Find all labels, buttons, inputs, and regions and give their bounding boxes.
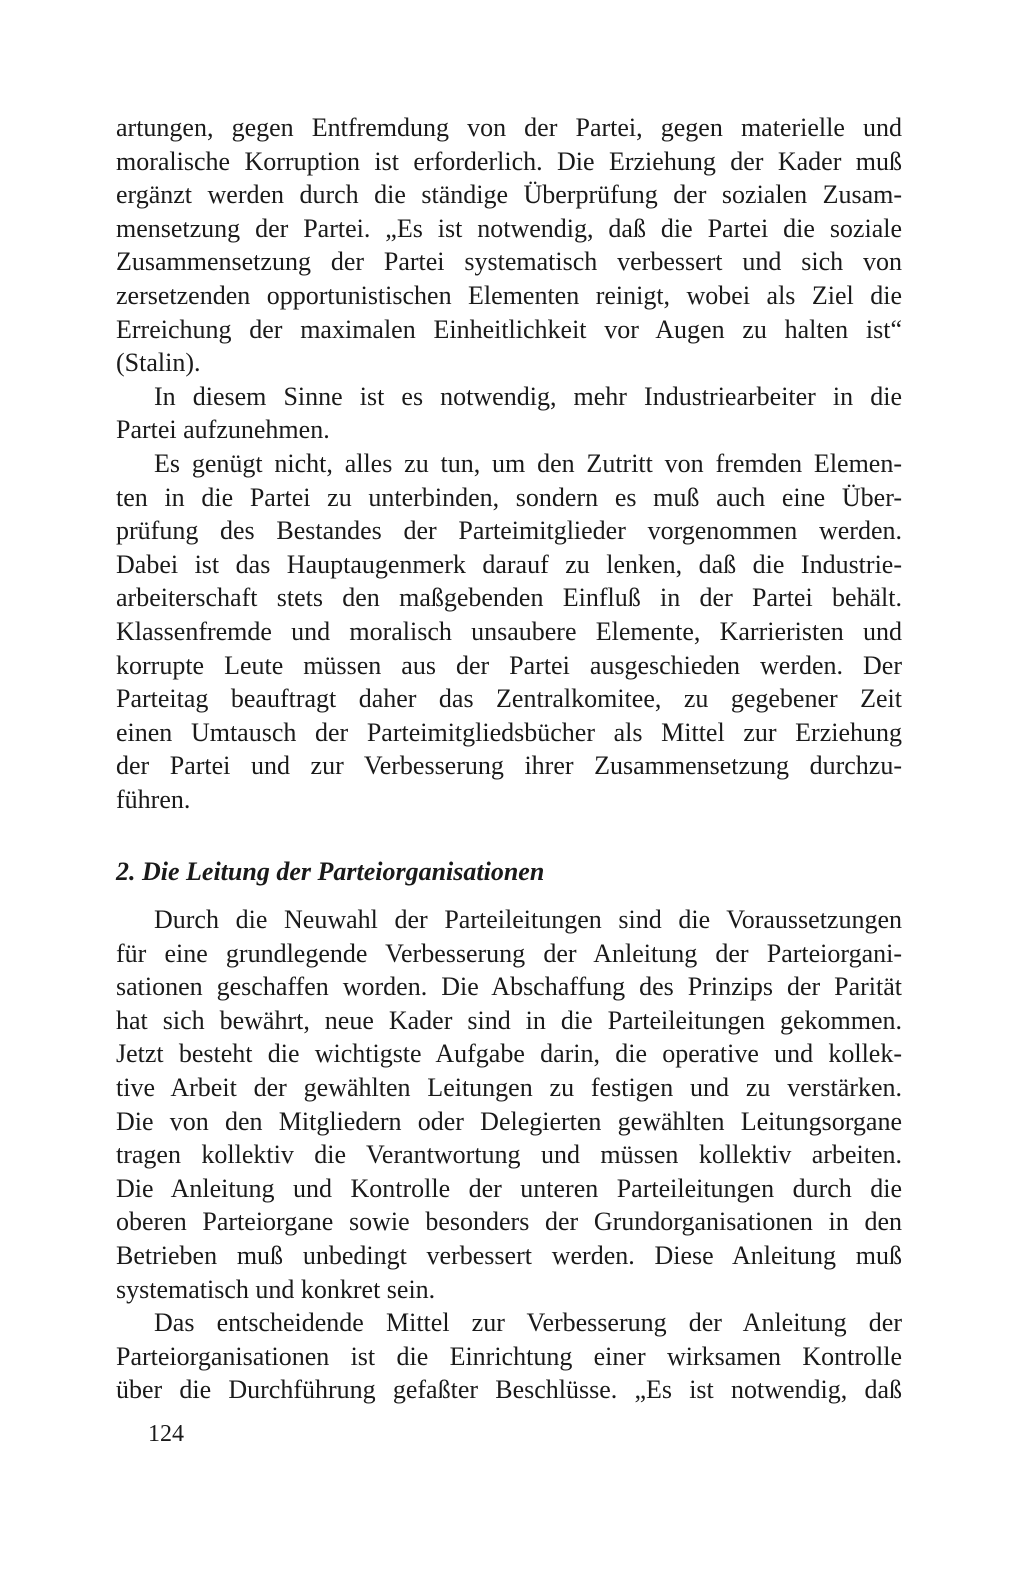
text-line: zersetzenden opportunistischen Elementen reinigt, wobei als Ziel die: [116, 280, 902, 310]
text-line: Die von den Mitgliedern oder Delegierten gewählten Leitungsorgane: [116, 1106, 902, 1136]
paragraph-3: [116, 447, 902, 817]
text-line: einen Umtausch der Parteimitgliedsbücher als Mittel zur Erziehung: [116, 717, 902, 747]
text-line: Die Anleitung und Kontrolle der unteren Parteileitungen durch die: [116, 1173, 902, 1203]
text-line: In diesem Sinne ist es notwendig, mehr Industriearbeiter in die: [154, 381, 902, 411]
text-line: korrupte Leute müssen aus der Partei ausgeschieden werden. Der: [116, 650, 902, 680]
text-line: ergänzt werden durch die ständige Überprüfung der sozialen Zusam-: [116, 180, 902, 210]
text-line: über die Durchführung gefaßter Beschlüsse. „Es ist notwendig, daß: [116, 1375, 902, 1405]
text-line: Parteitag beauftragt daher das Zentralkomitee, zu gegebener Zeit: [116, 684, 902, 714]
text-line: führen.: [116, 784, 191, 814]
paragraph-2: [116, 380, 902, 447]
text-line: Dabei ist das Hauptaugenmerk darauf zu lenken, daß die Industrie-: [116, 549, 902, 579]
text-line: systematisch und konkret sein.: [116, 1274, 436, 1304]
text-line: Klassenfremde und moralisch unsaubere Elemente, Karrieristen und: [116, 616, 902, 646]
text-line: Durch die Neuwahl der Parteileitungen sind die Voraussetzungen: [154, 905, 902, 934]
paragraph-4: [116, 903, 902, 1306]
text-line: (Stalin).: [116, 348, 201, 378]
text-line: mensetzung der Partei. „Es ist notwendig, daß die Partei die soziale: [116, 213, 902, 243]
text-line: Jetzt besteht die wichtigste Aufgabe darin, die operative und kollek-: [116, 1039, 902, 1069]
text-line: ten in die Partei zu unterbinden, sondern es muß auch eine Über-: [116, 482, 902, 512]
text-line: Erreichung der maximalen Einheitlichkeit vor Augen zu halten ist“: [116, 314, 902, 344]
text-line: sationen geschaffen worden. Die Abschaffung des Prinzips der Parität: [116, 972, 902, 1002]
text-line: Betrieben muß unbedingt verbessert werden. Diese Anleitung muß: [116, 1240, 902, 1270]
page-number: 124: [148, 1421, 184, 1447]
text-line: Partei aufzunehmen.: [116, 415, 330, 445]
text-line: tragen kollektiv die Verantwortung und müssen kollektiv arbeiten.: [116, 1140, 902, 1170]
section-heading: 2. Die Leitung der Parteiorganisationen: [116, 857, 545, 886]
text-line: der Partei und zur Verbesserung ihrer Zusammensetzung durchzu-: [116, 751, 902, 781]
document-page: [116, 111, 902, 1405]
text-line: tive Arbeit der gewählten Leitungen zu festigen und zu verstärken.: [116, 1072, 902, 1102]
paragraph-1: [116, 111, 902, 380]
paragraph-5: [116, 1306, 902, 1407]
text-line: prüfung des Bestandes der Parteimitglieder vorgenommen werden.: [116, 516, 902, 546]
section-body: [116, 903, 902, 1407]
text-line: oberen Parteiorgane sowie besonders der Grundorganisationen in den: [116, 1207, 902, 1237]
text-line: Es genügt nicht, alles zu tun, um den Zutritt von fremden Elemen-: [154, 448, 902, 478]
text-line: hat sich bewährt, neue Kader sind in die Parteileitungen gekommen.: [116, 1005, 902, 1035]
text-line: Das entscheidende Mittel zur Verbesserung der Anleitung der: [154, 1308, 902, 1338]
text-line: arbeiterschaft stets den maßgebenden Einfluß in der Partei behält.: [116, 583, 902, 613]
text-line: Zusammensetzung der Partei systematisch verbessert und sich von: [116, 247, 902, 277]
text-line: Parteiorganisationen ist die Einrichtung einer wirksamen Kontrolle: [116, 1341, 902, 1371]
text-line: moralische Korruption ist erforderlich. Die Erziehung der Kader muß: [116, 146, 902, 176]
text-line: artungen, gegen Entfremdung von der Partei, gegen materielle und: [116, 113, 902, 142]
text-line: für eine grundlegende Verbesserung der Anleitung der Parteiorgani-: [116, 938, 902, 968]
